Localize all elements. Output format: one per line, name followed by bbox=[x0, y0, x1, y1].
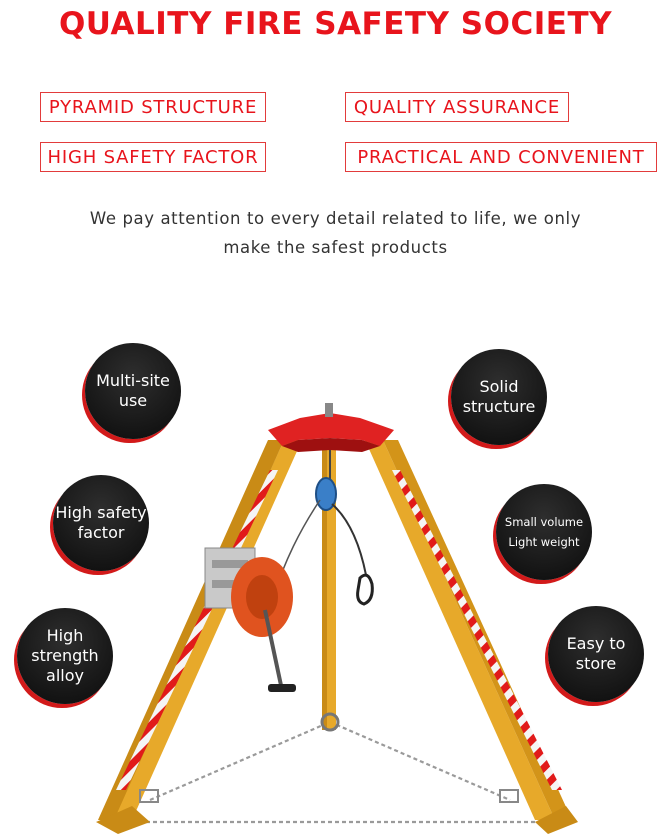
feature-tag-practical-convenient: PRACTICAL AND CONVENIENT bbox=[345, 142, 657, 172]
bubble-easy-to-store-label: Easy to store bbox=[566, 634, 626, 673]
bubble-multi-site-use-label: Multi-site use bbox=[96, 371, 170, 410]
description-line-1: We pay attention to every detail related to life, we only bbox=[89, 209, 582, 228]
description-line-2: make the safest products bbox=[223, 238, 448, 257]
feature-tag-high-safety-factor: HIGH SAFETY FACTOR bbox=[40, 142, 266, 172]
bubble-high-safety-factor bbox=[53, 475, 149, 571]
page-title: QUALITY FIRE SAFETY SOCIETY bbox=[58, 6, 613, 42]
bubble-high-strength-alloy bbox=[17, 608, 113, 704]
ground-chains bbox=[125, 722, 560, 822]
feature-tag-quality-assurance: QUALITY ASSURANCE bbox=[345, 92, 569, 122]
bubble-high-strength-alloy-label: High strength alloy bbox=[31, 626, 99, 685]
feet bbox=[96, 790, 578, 834]
bubble-solid-structure-label: Solid structure bbox=[462, 377, 536, 416]
bubble-easy-to-store bbox=[548, 606, 644, 702]
bubble-multi-site-use bbox=[85, 343, 181, 439]
feature-tag-pyramid-structure: PYRAMID STRUCTURE bbox=[40, 92, 266, 122]
bubble-small-volume bbox=[496, 484, 592, 580]
bubble-small-volume-label: Small volume Light weight bbox=[504, 515, 584, 549]
bubble-solid-structure bbox=[451, 349, 547, 445]
bubble-high-safety-factor-label: High safety factor bbox=[55, 503, 147, 542]
tripod-head bbox=[268, 403, 394, 452]
